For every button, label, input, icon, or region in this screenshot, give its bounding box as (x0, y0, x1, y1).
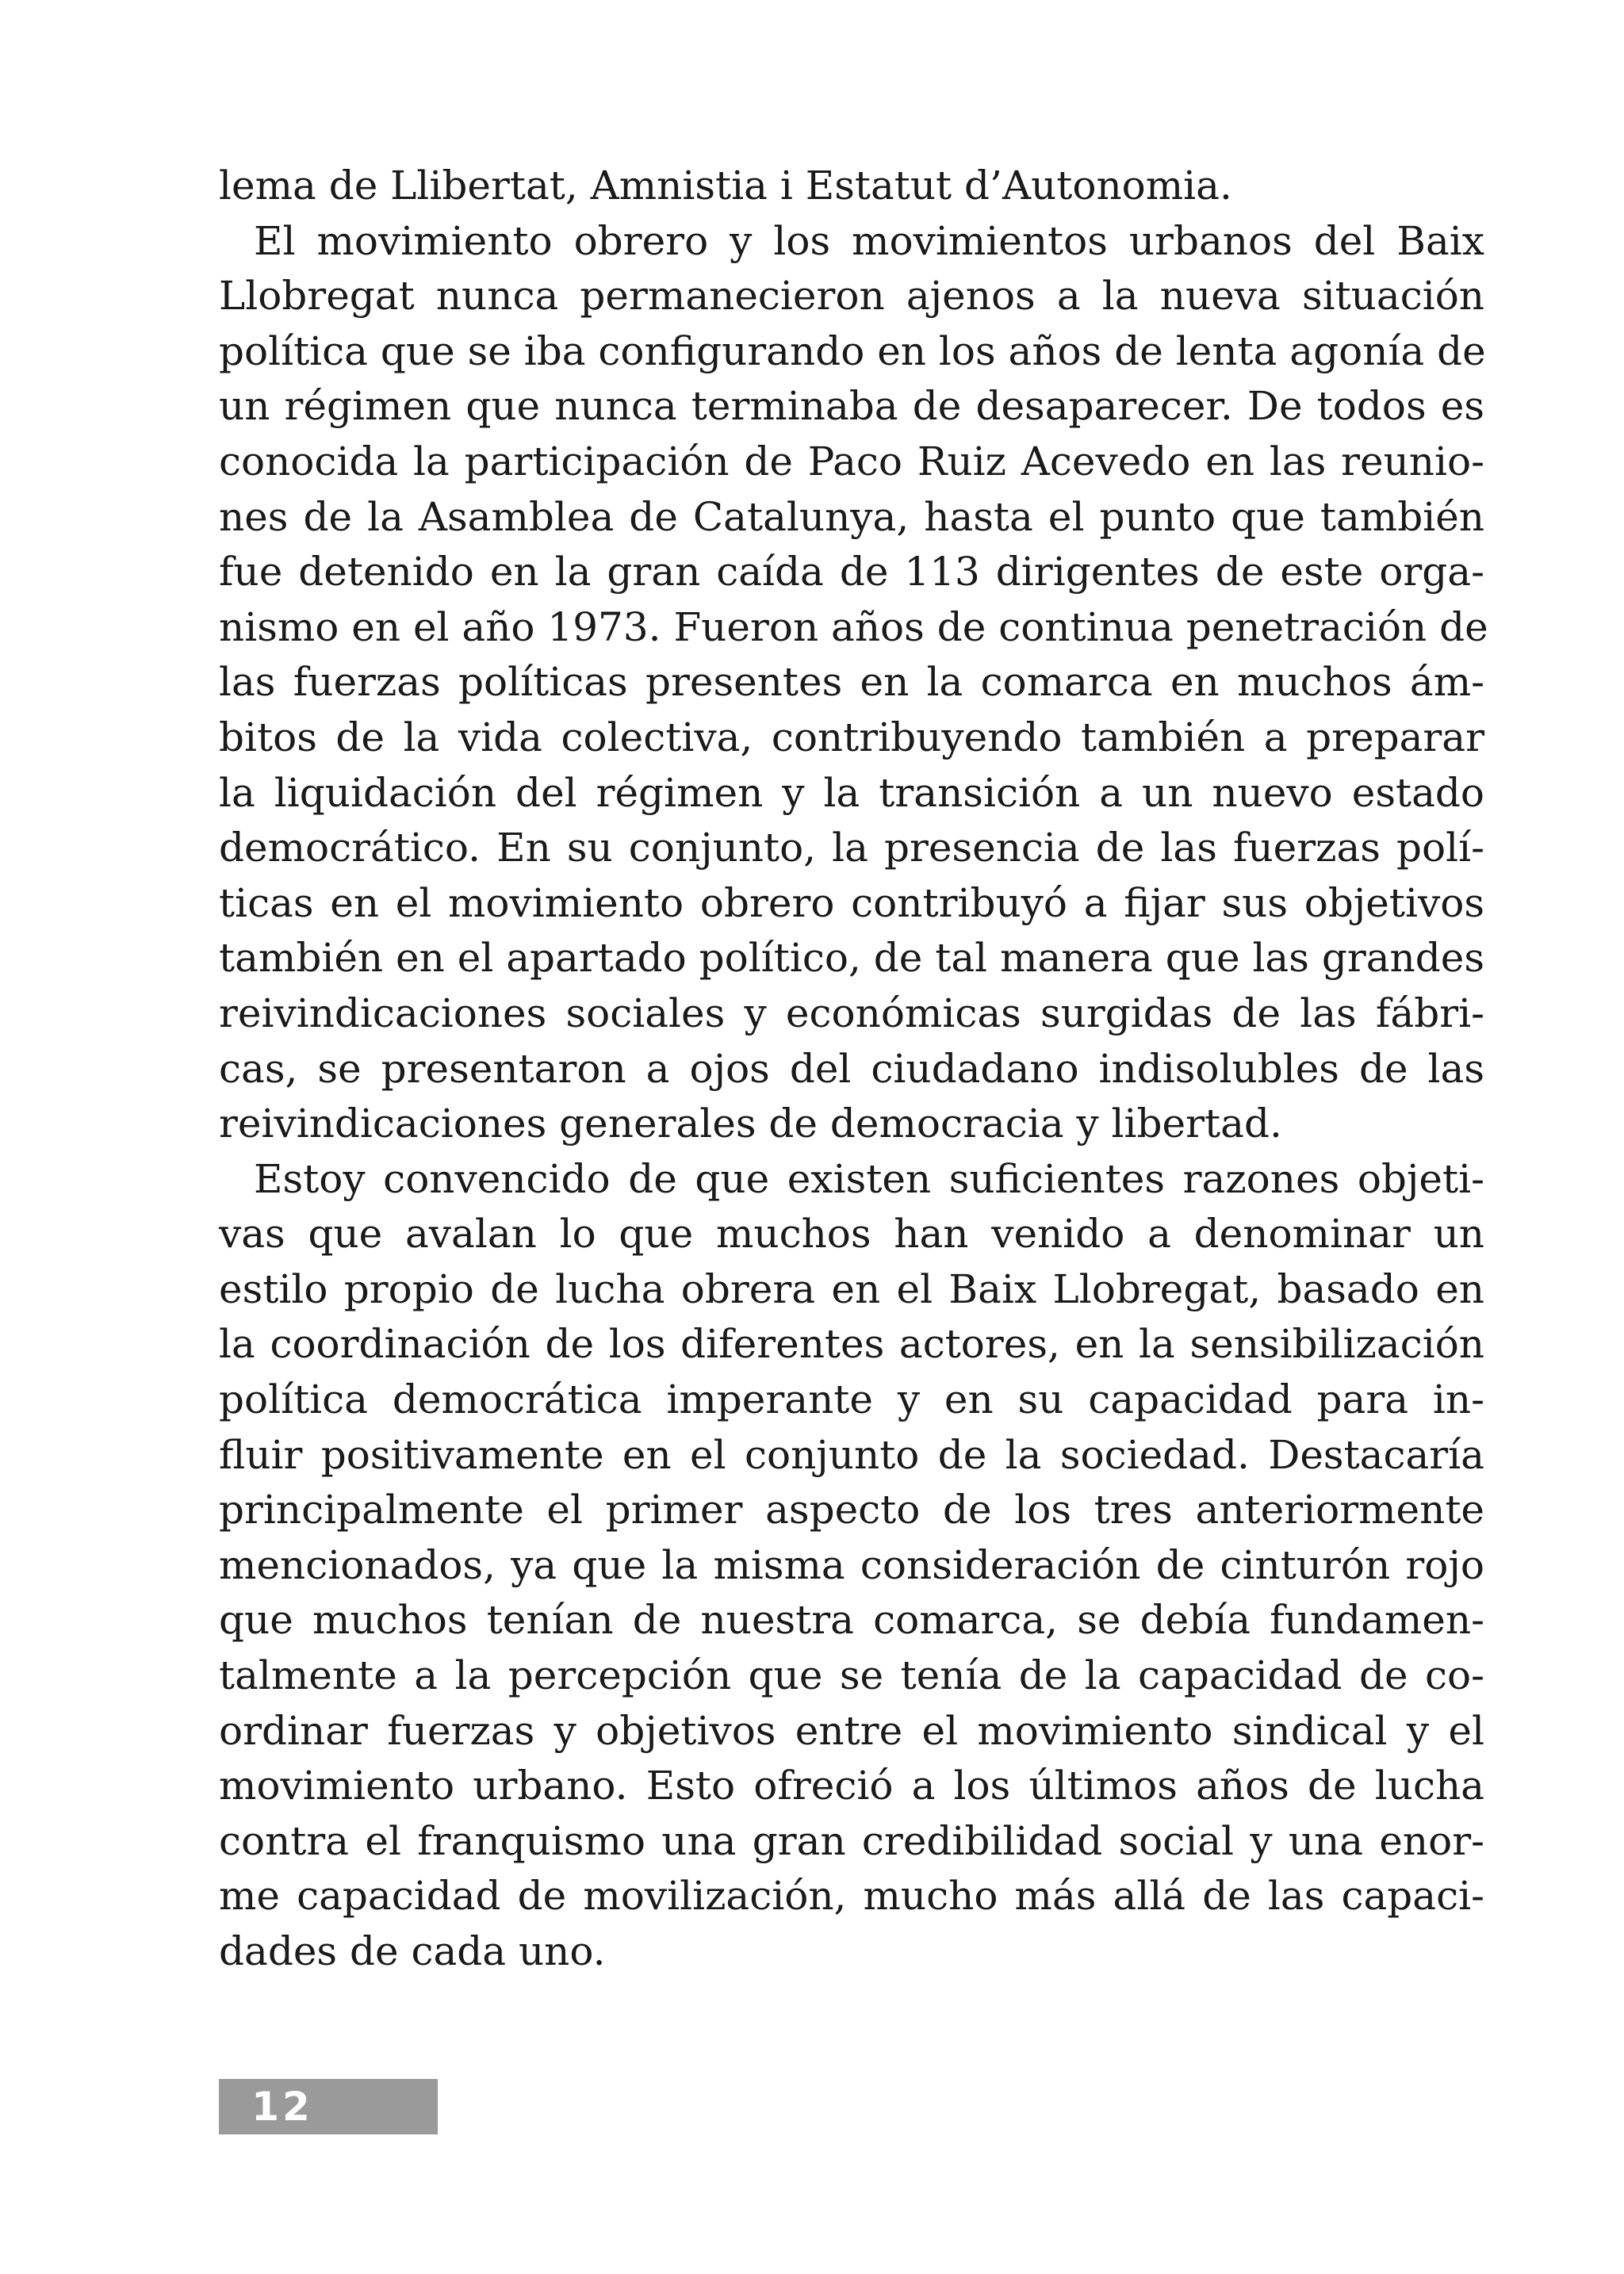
text-line: fue detenido en la gran caída de 113 dirigentes de este orga- (219, 549, 1484, 595)
text-line: nes de la Asamblea de Catalunya, hasta el punto que también (219, 493, 1484, 540)
text-line: lema de Llibertat, Amnistia i Estatut d’Autonomia. (219, 163, 1232, 209)
text-line: la liquidación del régimen y la transición a un nuevo estado (219, 769, 1484, 816)
text-line: reivindicaciones sociales y económicas surgidas de las fábri- (219, 990, 1484, 1036)
text-line: mencionados, ya que la misma consideración de cinturón rojo (219, 1541, 1484, 1588)
text-line: que muchos tenían de nuestra comarca, se debía fundamen- (219, 1597, 1484, 1644)
text-line: Estoy convencido de que existen suficientes razones objeti- (254, 1155, 1484, 1202)
page-number-badge (219, 2079, 438, 2134)
text-line: movimiento urbano. Esto ofreció a los últimos años de lucha (219, 1763, 1484, 1809)
text-line: nismo en el año 1973. Fueron años de continua penetración de (219, 603, 1488, 650)
text-line: las fuerzas políticas presentes en la comarca en muchos ám- (219, 659, 1484, 706)
text-line: un régimen que nunca terminaba de desaparecer. De todos es (219, 383, 1484, 430)
text-line: fluir positivamente en el conjunto de la sociedad. Destacaría (219, 1431, 1484, 1478)
text-line: política democrática imperante y en su capacidad para in- (219, 1376, 1484, 1423)
text-line: dades de cada uno. (219, 1928, 606, 1974)
page-number: 12 (251, 2084, 313, 2130)
text-line: también en el apartado político, de tal manera que las grandes (219, 935, 1484, 982)
text-line: talmente a la percepción que se tenía de la capacidad de co- (219, 1652, 1484, 1699)
text-line: contra el franquismo una gran credibilidad social y una enor- (219, 1817, 1484, 1864)
text-line: reivindicaciones generales de democracia y libertad. (219, 1101, 1282, 1147)
text-line: estilo propio de lucha obrera en el Baix Llobregat, basado en (219, 1265, 1484, 1312)
text-line: democrático. En su conjunto, la presencia de las fuerzas polí- (219, 825, 1484, 871)
body-text (219, 159, 1488, 1980)
text-line: ordinar fuerzas y objetivos entre el movimiento sindical y el (219, 1707, 1484, 1754)
text-line: vas que avalan lo que muchos han venido a denominar un (219, 1211, 1484, 1258)
text-line: la coordinación de los diferentes actores, en la sensibilización (219, 1321, 1484, 1368)
text-line: principalmente el primer aspecto de los tres anteriormente (219, 1487, 1484, 1533)
text-line: Llobregat nunca permanecieron ajenos a la nueva situación (219, 273, 1484, 320)
text-line: El movimiento obrero y los movimientos urbanos del Baix (254, 217, 1484, 264)
text-line: política que se iba configurando en los años de lenta agonía de (219, 327, 1486, 374)
text-line: conocida la participación de Paco Ruiz Acevedo en las reunio- (219, 438, 1484, 484)
text-line: cas, se presentaron a ojos del ciudadano indisolubles de las (219, 1045, 1484, 1092)
text-line: bitos de la vida colectiva, contribuyendo también a preparar (219, 714, 1484, 760)
text-line: ticas en el movimiento obrero contribuyó a fijar sus objetivos (219, 879, 1484, 926)
text-line: me capacidad de movilización, mucho más allá de las capaci- (219, 1873, 1484, 1920)
